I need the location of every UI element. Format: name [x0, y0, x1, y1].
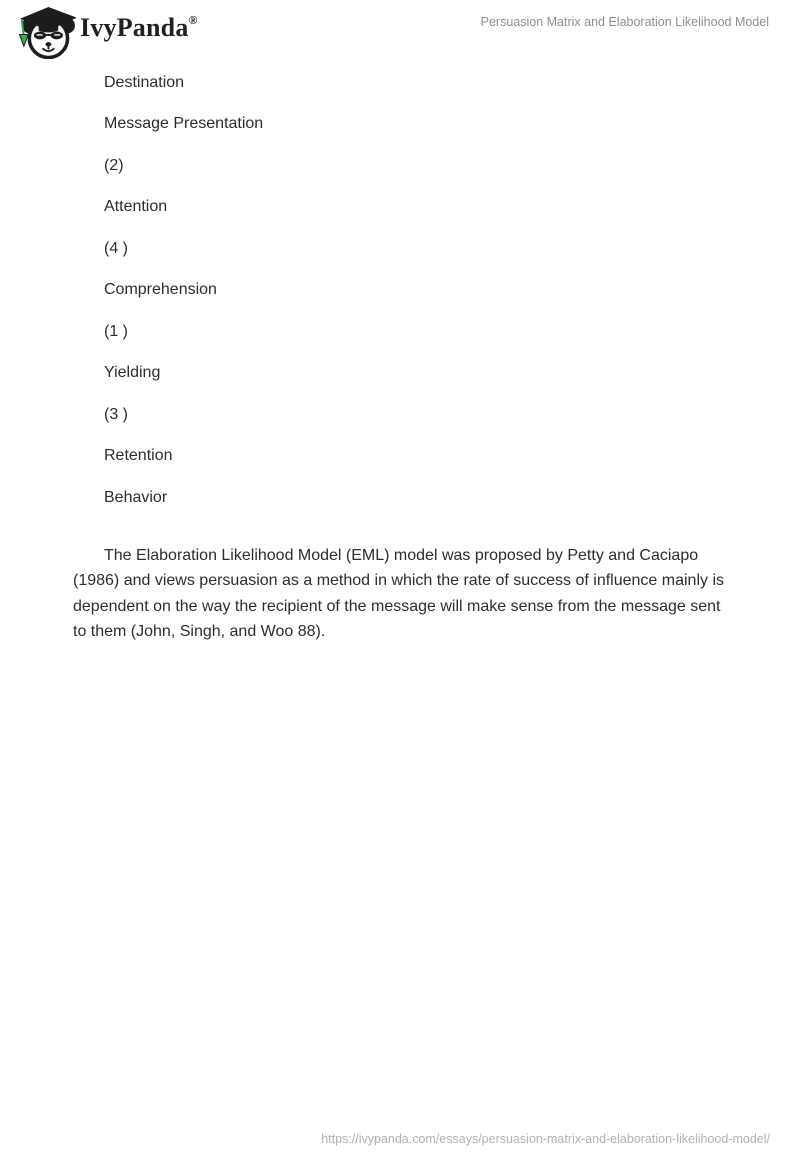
- outline-line: (4 ): [104, 239, 128, 257]
- outline-line: (1 ): [104, 322, 128, 340]
- outline-line: Message Presentation: [104, 115, 264, 133]
- body-paragraph: The Elaboration Likelihood Model (EML) model was proposed by Petty and Caciapo (1986) and views persuasion as a method in which the rate of success of influence mainly is dependent on the way the recipient of the message will make sense from the message sent to them (John, Singh, and Woo 88).: [73, 547, 725, 641]
- document-title: Persuasion Matrix and Elaboration Likelihood Model: [480, 15, 769, 29]
- outline-line: (3 ): [104, 405, 128, 423]
- source-url: https://ivypanda.com/essays/persuasion-matrix-and-elaboration-likelihood-model/: [321, 1132, 770, 1146]
- ivypanda-panda-logo-icon: [13, 4, 76, 59]
- outline-line: (2): [104, 156, 124, 174]
- outline-line: Attention: [104, 198, 168, 216]
- outline-line: Behavior: [104, 488, 168, 506]
- outline-list: [104, 62, 263, 519]
- outline-line: Comprehension: [104, 281, 217, 299]
- brand-text: IvyPanda: [80, 13, 189, 42]
- brand-name: [80, 13, 198, 43]
- outline-line: Destination: [104, 73, 185, 91]
- registered-trademark: ®: [188, 13, 198, 27]
- outline-line: Yielding: [104, 364, 161, 382]
- outline-line: Retention: [104, 447, 173, 465]
